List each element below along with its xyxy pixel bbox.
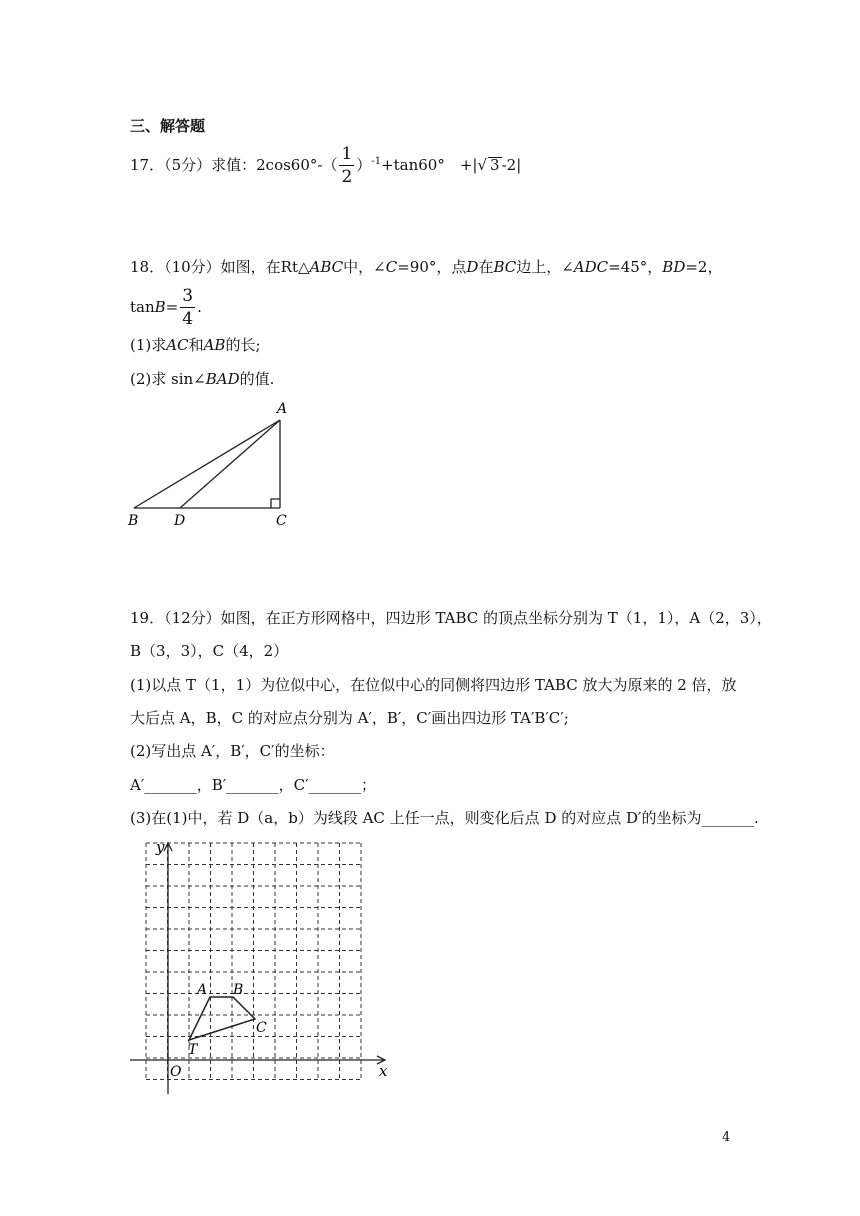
q17-sqrt-value: 3 — [490, 156, 500, 174]
label-point-a: A — [197, 982, 208, 998]
label-point-b: B — [233, 982, 244, 998]
section-title: 三、解答题 — [130, 117, 206, 135]
q18-var: AB — [203, 336, 226, 354]
right-angle-mark — [271, 499, 280, 508]
question-17 — [130, 146, 521, 186]
q18-frac-num: 3 — [182, 286, 194, 306]
page-number: 4 — [722, 1130, 731, 1145]
q18-text: tan — [130, 298, 155, 316]
q18-text: 中，∠ — [343, 258, 386, 276]
label-b: B — [128, 513, 139, 529]
q18-text: . — [197, 298, 202, 316]
q18-fraction — [180, 288, 195, 328]
dashed-grid — [146, 843, 361, 1080]
label-d: D — [174, 513, 186, 529]
q18-var: ADC — [573, 258, 609, 276]
q18-var: ABC — [309, 258, 344, 276]
q18-var: BC — [493, 258, 517, 276]
q17-tail: -2| — [501, 156, 522, 174]
question-18-part1 — [130, 338, 261, 353]
q17-fraction — [339, 146, 354, 186]
question-19-part3: (3)在(1)中，若 D（a，b）为线段 AC 上任一点，则变化后点 D 的对应点 D′的坐标为_______. — [130, 809, 759, 827]
question-19-part1-line2: 大后点 A，B，C 的对应点分别为 A′，B′，C′画出四边形 TA′B′C′; — [130, 709, 569, 727]
label-c: C — [276, 513, 287, 529]
q18-text: = — [165, 298, 179, 316]
question-19-line2: B（3，3），C（4，2） — [130, 642, 289, 660]
q17-after-frac: ） — [356, 156, 372, 174]
question-19-part1-line1: (1)以点 T（1，1）为位似中心，在位似中心的同侧将四边形 TABC 放大为原来的 2 倍，放 — [130, 676, 737, 694]
q18-text: (2)求 sin∠ — [130, 370, 206, 388]
q18-var: BAD — [205, 370, 240, 388]
q18-text: 18．（10分）如图，在Rt△ — [130, 258, 310, 276]
q18-var: AC — [166, 336, 189, 354]
q17-frac-den: 2 — [341, 167, 353, 187]
q18-var: C — [385, 258, 398, 276]
label-point-t: T — [188, 1042, 198, 1058]
question-19-blanks: A′_______，B′_______，C′_______； — [130, 776, 377, 794]
q18-text: =90°，点 — [397, 258, 467, 276]
q18-var: D — [466, 258, 479, 276]
question-19-line1: 19．（12分）如图，在正方形网格中，四边形 TABC 的顶点坐标分别为 T（1，1），A（2，3）， — [130, 609, 772, 627]
q18-text: 和 — [188, 336, 204, 354]
label-y-axis: y — [156, 838, 165, 856]
q18-text: =45°， — [608, 258, 663, 276]
question-18-part2 — [130, 372, 274, 387]
q17-frac-num: 1 — [341, 144, 353, 164]
sqrt-sign: √ — [477, 156, 488, 174]
triangle-figure — [124, 398, 304, 532]
question-18-tan — [130, 288, 202, 328]
q18-text: 的长; — [225, 336, 261, 354]
q17-mid: +tan60° +| — [381, 156, 478, 174]
segment-ad — [180, 420, 280, 508]
q18-text: 在 — [478, 258, 494, 276]
q18-var: B — [154, 298, 166, 316]
question-19-part2: (2)写出点 A′，B′，C′的坐标： — [130, 742, 335, 760]
q18-text: 的值. — [239, 370, 275, 388]
q17-exponent: -1 — [371, 156, 382, 167]
label-point-c: C — [256, 1020, 267, 1036]
q18-text: (1)求 — [130, 336, 167, 354]
question-18-line1 — [130, 260, 722, 275]
label-a: A — [277, 401, 288, 417]
grid-figure — [126, 838, 396, 1100]
label-x-axis: x — [379, 1062, 388, 1080]
q18-text: 边上，∠ — [516, 258, 574, 276]
segment-ab — [134, 420, 280, 508]
label-origin: O — [170, 1064, 182, 1080]
q18-var: BD — [662, 258, 686, 276]
q18-text: =2， — [685, 258, 723, 276]
quadrilateral-tabc — [189, 997, 255, 1040]
q17-prefix: 17．（5分）求值：2cos60°-（ — [130, 156, 338, 174]
q18-frac-den: 4 — [182, 309, 194, 329]
